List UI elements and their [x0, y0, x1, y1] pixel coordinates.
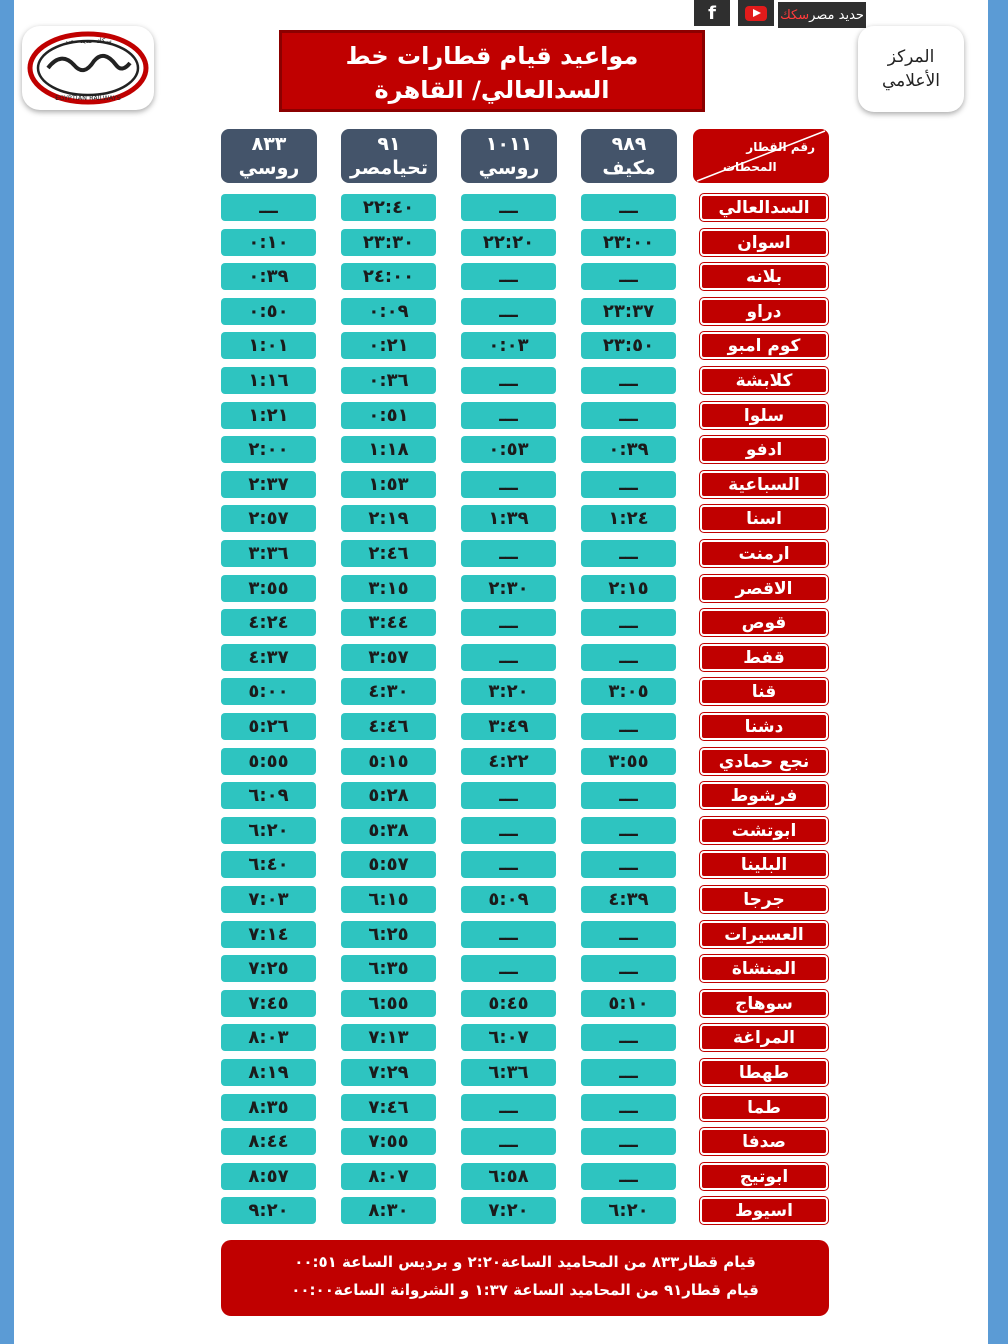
- time-cell: ٧:٥٥: [341, 1128, 436, 1155]
- time-cell: ـــ: [461, 1094, 556, 1121]
- station-name: اسيوط: [700, 1197, 828, 1224]
- station-name: كلابشة: [700, 367, 828, 394]
- time-cell: ٥:١٠: [581, 990, 676, 1017]
- time-cell: ـــ: [461, 540, 556, 567]
- train-type: تحيامصر: [349, 157, 429, 179]
- time-cell: ٢٢:٤٠: [341, 194, 436, 221]
- time-cell: ـــ: [461, 921, 556, 948]
- time-cell: ـــ: [461, 644, 556, 671]
- station-name: البلينا: [700, 851, 828, 878]
- time-cell: ٢٢:٢٠: [461, 229, 556, 256]
- time-cell: ٨:٣٥: [221, 1094, 316, 1121]
- time-cell: ٦:٣٦: [461, 1059, 556, 1086]
- station-name: فرشوط: [700, 782, 828, 809]
- time-cell: ٢٣:٠٠: [581, 229, 676, 256]
- time-cell: ٢٣:٣٧: [581, 298, 676, 325]
- time-cell: ٢:٠٠: [221, 436, 316, 463]
- time-cell: ٢٣:٥٠: [581, 332, 676, 359]
- time-cell: ٠:٢١: [341, 332, 436, 359]
- time-cell: ٦:٤٠: [221, 851, 316, 878]
- time-cell: ٦:٠٧: [461, 1024, 556, 1051]
- station-name: ابوتشت: [700, 817, 828, 844]
- time-cell: ـــ: [461, 851, 556, 878]
- youtube-play-icon: [745, 6, 767, 21]
- time-cell: ٩:٢٠: [221, 1197, 316, 1224]
- stations-label: المحطات: [723, 160, 777, 174]
- notes-box: [221, 1240, 829, 1316]
- time-cell: ٧:٢٠: [461, 1197, 556, 1224]
- note-line-2: قيام قطار٩١ من المحاميد الساعة ١:٣٧ و الشروانة الساعة٠٠:٠٠: [291, 1281, 759, 1299]
- egyptian-railways-logo: [26, 29, 150, 107]
- time-cell: ٤:٣٩: [581, 886, 676, 913]
- time-cell: ٤:٣٧: [221, 644, 316, 671]
- time-cell: ـــ: [461, 194, 556, 221]
- time-cell: ٤:٣٠: [341, 678, 436, 705]
- time-cell: ـــ: [581, 1094, 676, 1121]
- train-number: ٩٨٩: [611, 133, 647, 155]
- time-cell: ٠:٥٣: [461, 436, 556, 463]
- time-cell: ٢:٤٦: [341, 540, 436, 567]
- time-cell: ٦:٢٠: [221, 817, 316, 844]
- station-name: كوم امبو: [700, 332, 828, 359]
- time-cell: ـــ: [581, 817, 676, 844]
- facebook-icon[interactable]: [694, 0, 730, 26]
- station-name: جرجا: [700, 886, 828, 913]
- station-name: طهطا: [700, 1059, 828, 1086]
- time-cell: ٠:٠٣: [461, 332, 556, 359]
- brand-part-b: حديد مصر: [809, 7, 864, 23]
- time-cell: ٧:٢٩: [341, 1059, 436, 1086]
- station-name: اسنا: [700, 505, 828, 532]
- title-line-1: مواعيد قيام قطارات خط: [345, 42, 639, 70]
- time-cell: ٣:٥٥: [581, 748, 676, 775]
- time-cell: ٠:٣٩: [581, 436, 676, 463]
- time-cell: ٣:١٥: [341, 575, 436, 602]
- time-cell: ٨:٠٧: [341, 1163, 436, 1190]
- time-cell: ٧:٤٦: [341, 1094, 436, 1121]
- station-name: صدفا: [700, 1128, 828, 1155]
- time-cell: ٥:٣٨: [341, 817, 436, 844]
- time-cell: ٧:١٣: [341, 1024, 436, 1051]
- time-cell: ـــ: [461, 263, 556, 290]
- station-name: قوص: [700, 609, 828, 636]
- time-cell: ١:٢٤: [581, 505, 676, 532]
- train-type: روسي: [238, 157, 300, 179]
- logo-text-bottom: EGYPTIAN RAILWAYS: [55, 94, 121, 102]
- time-cell: ٨:١٩: [221, 1059, 316, 1086]
- time-cell: ٧:٢٥: [221, 955, 316, 982]
- time-cell: ٤:٢٢: [461, 748, 556, 775]
- time-cell: ١:٣٩: [461, 505, 556, 532]
- time-cell: ٧:١٤: [221, 921, 316, 948]
- time-cell: ٤:٤٦: [341, 713, 436, 740]
- time-cell: ١:٥٣: [341, 471, 436, 498]
- time-cell: ٢:٥٧: [221, 505, 316, 532]
- time-cell: ٢:١٥: [581, 575, 676, 602]
- station-name: قفط: [700, 644, 828, 671]
- station-name: دراو: [700, 298, 828, 325]
- station-name: سوهاج: [700, 990, 828, 1017]
- time-cell: ٦:٢٠: [581, 1197, 676, 1224]
- time-cell: ٠:٣٩: [221, 263, 316, 290]
- brand-banner: [778, 2, 866, 28]
- time-cell: ٠:٣٦: [341, 367, 436, 394]
- time-cell: ٢:١٩: [341, 505, 436, 532]
- brand-part-a: سكك: [780, 7, 810, 23]
- station-name: نجع حمادي: [700, 748, 828, 775]
- station-name: المنشاة: [700, 955, 828, 982]
- media-center-badge: [858, 26, 964, 112]
- time-cell: ٠:٥١: [341, 402, 436, 429]
- note-line-1: قيام قطار٨٣٣ من المحاميد الساعة٢:٢٠ و برديس الساعة ٠٠:٥١: [294, 1253, 756, 1271]
- time-cell: ٥:٢٦: [221, 713, 316, 740]
- train-number: ٨٣٣: [251, 133, 287, 155]
- time-cell: ـــ: [581, 263, 676, 290]
- time-cell: ٥:٥٥: [221, 748, 316, 775]
- time-cell: ٨:٤٤: [221, 1128, 316, 1155]
- time-cell: ـــ: [581, 1163, 676, 1190]
- time-cell: ٧:٠٣: [221, 886, 316, 913]
- time-cell: ٦:٥٥: [341, 990, 436, 1017]
- time-cell: ٠:٥٠: [221, 298, 316, 325]
- time-cell: ٦:٥٨: [461, 1163, 556, 1190]
- time-cell: ٦:٠٩: [221, 782, 316, 809]
- station-name: الاقصر: [700, 575, 828, 602]
- time-cell: ٣:٥٥: [221, 575, 316, 602]
- time-cell: ـــ: [461, 609, 556, 636]
- station-name: المراغة: [700, 1024, 828, 1051]
- time-cell: ٦:١٥: [341, 886, 436, 913]
- time-cell: ١:٢١: [221, 402, 316, 429]
- station-name: قنا: [700, 678, 828, 705]
- time-cell: ـــ: [581, 955, 676, 982]
- station-name: السباعية: [700, 471, 828, 498]
- time-cell: ـــ: [581, 540, 676, 567]
- time-cell: ـــ: [461, 298, 556, 325]
- station-name: ارمنت: [700, 540, 828, 567]
- time-cell: ٢:٣٠: [461, 575, 556, 602]
- time-cell: ـــ: [581, 471, 676, 498]
- time-cell: ٥:٠٩: [461, 886, 556, 913]
- time-cell: ٥:٥٧: [341, 851, 436, 878]
- time-cell: ٣:٥٧: [341, 644, 436, 671]
- railway-logo: [22, 26, 154, 110]
- time-cell: ٨:٥٧: [221, 1163, 316, 1190]
- train-header-989: [581, 129, 677, 183]
- time-cell: ـــ: [461, 367, 556, 394]
- time-cell: ـــ: [581, 1128, 676, 1155]
- time-cell: ١:٠١: [221, 332, 316, 359]
- facebook-glyph: f: [708, 2, 716, 24]
- time-cell: ـــ: [221, 194, 316, 221]
- corner-header: [693, 129, 829, 183]
- station-name: السدالعالي: [700, 194, 828, 221]
- time-cell: ـــ: [461, 471, 556, 498]
- time-cell: ٣:٣٦: [221, 540, 316, 567]
- page-title: [279, 30, 705, 112]
- time-cell: ٢٣:٣٠: [341, 229, 436, 256]
- train-header-91: [341, 129, 437, 183]
- train-header-1011: [461, 129, 557, 183]
- train-number-label: رقم القطار: [746, 140, 815, 154]
- time-cell: ٨:٣٠: [341, 1197, 436, 1224]
- media-center-line-1: المركز: [887, 47, 935, 67]
- time-cell: ـــ: [581, 921, 676, 948]
- time-cell: ١:١٨: [341, 436, 436, 463]
- time-cell: ٣:٤٤: [341, 609, 436, 636]
- time-cell: ـــ: [581, 402, 676, 429]
- time-cell: ـــ: [581, 782, 676, 809]
- title-line-2: السدالعالي/ القاهرة: [374, 76, 610, 104]
- time-cell: ٣:٢٠: [461, 678, 556, 705]
- time-cell: ١:١٦: [221, 367, 316, 394]
- time-cell: ـــ: [581, 609, 676, 636]
- time-cell: ٧:٤٥: [221, 990, 316, 1017]
- time-cell: ـــ: [461, 1128, 556, 1155]
- time-cell: ٥:٢٨: [341, 782, 436, 809]
- station-name: سلوا: [700, 402, 828, 429]
- station-name: العسيرات: [700, 921, 828, 948]
- train-number: ٩١: [377, 133, 401, 155]
- time-cell: ٠:٠٩: [341, 298, 436, 325]
- time-cell: ـــ: [461, 817, 556, 844]
- time-cell: ٨:٠٣: [221, 1024, 316, 1051]
- time-cell: ٣:٠٥: [581, 678, 676, 705]
- time-cell: ـــ: [581, 644, 676, 671]
- time-cell: ٦:٣٥: [341, 955, 436, 982]
- time-cell: ـــ: [581, 1024, 676, 1051]
- media-center-line-2: الأعلامي: [882, 71, 940, 91]
- time-cell: ـــ: [581, 1059, 676, 1086]
- time-cell: ـــ: [461, 782, 556, 809]
- time-cell: ٥:٠٠: [221, 678, 316, 705]
- time-cell: ـــ: [581, 851, 676, 878]
- time-cell: ـــ: [581, 713, 676, 740]
- train-header-833: [221, 129, 317, 183]
- time-cell: ـــ: [581, 194, 676, 221]
- logo-text-top: سكك حديد مصر: [64, 37, 112, 45]
- time-cell: ٢٤:٠٠: [341, 263, 436, 290]
- time-cell: ٠:١٠: [221, 229, 316, 256]
- station-name: دشنا: [700, 713, 828, 740]
- time-cell: ـــ: [461, 955, 556, 982]
- youtube-icon[interactable]: [738, 0, 774, 26]
- time-cell: ٦:٢٥: [341, 921, 436, 948]
- time-cell: ـــ: [461, 402, 556, 429]
- time-cell: ٥:٤٥: [461, 990, 556, 1017]
- time-cell: ٢:٣٧: [221, 471, 316, 498]
- station-name: ابوتيج: [700, 1163, 828, 1190]
- time-cell: ٣:٤٩: [461, 713, 556, 740]
- station-name: اسوان: [700, 229, 828, 256]
- station-name: طما: [700, 1094, 828, 1121]
- train-number: ١٠١١: [485, 133, 533, 155]
- time-cell: ٥:١٥: [341, 748, 436, 775]
- station-name: بلانه: [700, 263, 828, 290]
- time-cell: ـــ: [581, 367, 676, 394]
- train-type: مكيف: [602, 157, 656, 179]
- train-type: روسي: [478, 157, 540, 179]
- station-name: ادفو: [700, 436, 828, 463]
- time-cell: ٤:٢٤: [221, 609, 316, 636]
